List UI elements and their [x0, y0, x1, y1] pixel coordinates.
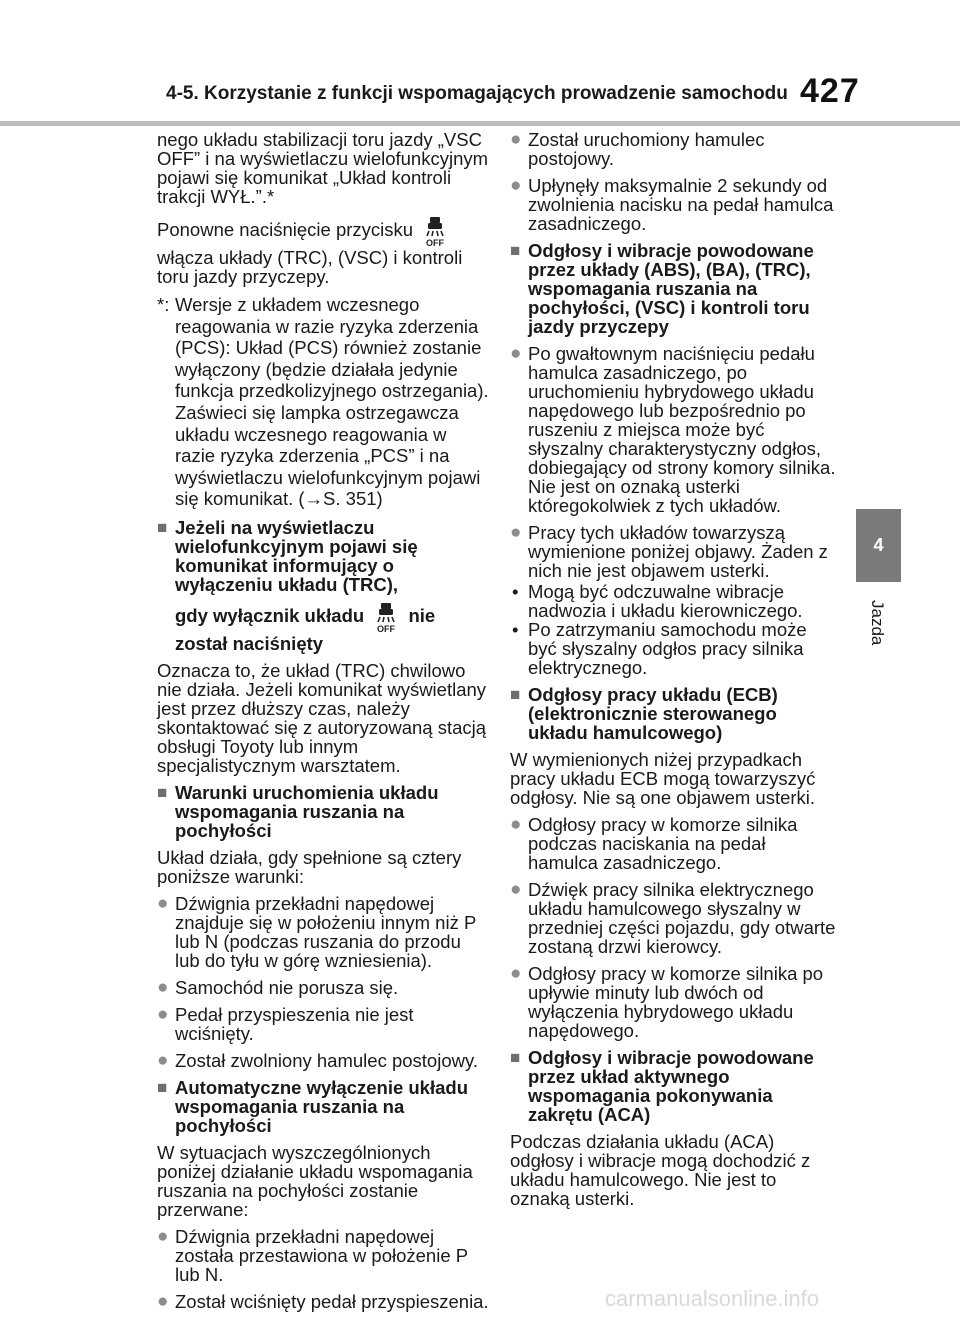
section-heading: ■ Warunki uruchomienia układu wspomagania ruszania na pochyłości — [157, 781, 439, 841]
bullet-marker: ● — [157, 1049, 169, 1071]
bullet-marker: ● — [157, 892, 169, 914]
sub-list-item: • Po zatrzymaniu samochodu może być słyszalny odgłos pracy silnika elektrycznego. — [512, 619, 807, 678]
vsc-off-icon — [373, 600, 399, 634]
list-item: ● Został zwolniony hamulec postojowy. — [157, 1049, 478, 1071]
bullet-marker: ● — [157, 1003, 169, 1025]
bullet-marker: ● — [157, 976, 169, 998]
list-item: ● Samochód nie porusza się. — [157, 976, 399, 998]
list-item: ● Dźwignia przekładni napędowej została przestawiona w położenie P lub N. — [157, 1225, 468, 1285]
list-item: ● Pracy tych układów towarzyszą wymienione poniżej objawy. Żaden z nich nie jest objawem usterki. — [510, 522, 828, 581]
list-item: ● Został wciśnięty pedał przyspieszenia. — [157, 1290, 489, 1312]
square-marker: ■ — [157, 517, 168, 537]
square-marker: ■ — [157, 782, 168, 802]
list-item: ● Został uruchomiony hamulec postojowy. — [510, 129, 765, 169]
section-heading: ■ Odgłosy pracy układu (ECB) (elektronicznie sterowanego układu hamulcowego) — [510, 684, 778, 743]
list-item: ● Pedał przyspieszenia nie jest wciśnięty. — [157, 1003, 414, 1044]
bullet-marker: ● — [157, 1290, 169, 1312]
square-marker: ■ — [510, 685, 521, 704]
square-marker: ■ — [510, 241, 521, 260]
bullet-marker: ● — [510, 963, 522, 984]
list-item: ● Dźwignia przekładni napędowej znajduje się w położeniu innym niż P lub N (podczas ruszania do przodu lub do tyłu w górę wzniesienia). — [157, 892, 476, 971]
page-number: 427 — [800, 72, 860, 110]
list-item: ● Odgłosy pracy w komorze silnika po upływie minuty lub dwóch od wyłączenia hybrydowego układu napędowego. — [510, 963, 824, 1041]
bullet-marker: ● — [510, 175, 522, 196]
svg-text:OFF: OFF — [377, 623, 396, 634]
bullet-marker: ● — [510, 343, 522, 364]
list-item: ● Odgłosy pracy w komorze silnika podczas naciskania na pedał hamulca zasadniczego. — [510, 814, 798, 873]
square-marker: ■ — [157, 1077, 168, 1097]
chapter-label: Jazda — [868, 600, 887, 646]
list-item: ● Upłynęły maksymalnie 2 sekundy od zwolnienia nacisku na pedał hamulca zasadniczego. — [510, 175, 834, 234]
paragraph: Układ działa, gdy spełnione są cztery poniższe warunki: — [157, 846, 462, 887]
bullet-marker: ● — [510, 814, 522, 835]
bullet-marker: ● — [510, 129, 522, 150]
paragraph: nego układu stabilizacji toru jazdy „VSC OFF” i na wyświetlaczu wielofunkcyjnym pojawi się komunikat „Układ kontroli trakcji WYŁ.”.* — [157, 129, 489, 207]
dot-marker: • — [512, 581, 519, 602]
bullet-marker: ● — [157, 1225, 169, 1247]
list-item: ● Dźwięk pracy silnika elektrycznego układu hamulcowego słyszalny w przedniej części pojazdu, gdy otwarte zostaną drzwi kierowcy. — [510, 879, 836, 957]
section-heading: ■ Automatyczne wyłączenie układu wspomagania ruszania na pochyłości — [157, 1076, 469, 1136]
header-rule — [0, 121, 960, 126]
paragraph: Podczas działania układu (ACA) odgłosy i wibracje mogą dochodzić z układu hamulcowego. Nie jest to oznaką usterki. — [510, 1131, 811, 1209]
right-column — [510, 130, 840, 1216]
chapter-tab[interactable]: 4 — [856, 509, 901, 582]
dot-marker: • — [512, 619, 519, 640]
paragraph: Oznacza to, że układ (TRC) chwilowo nie działa. Jeżeli komunikat wyświetlany jest przez dłuższy czas, należy skontaktować się z autoryzowaną stacją obsługi Toyoty lub innym specjalistycznym warsztatem. — [157, 659, 487, 776]
vsc-off-icon — [422, 214, 448, 248]
section-heading: ■ Odgłosy i wibracje powodowane przez układ aktywnego wspomagania pokonywania zakrętu (ACA) — [510, 1047, 814, 1125]
footnote: *: Wersje z układem wczesnego reagowania w razie ryzyka zderzenia (PCS): Układ (PCS) również zostanie wyłączony (będzie działała jedynie funkcja przedkolizyjnego ostrzegania). Zaświeci się lampka ostrzegawcza układu wczesnego reagowania w razie ryzyka zderzenia „PCS” i na wyświetlaczu wielofunkcyjnym pojawi się komunikat. (→S. 351) — [157, 294, 489, 510]
bullet-marker: ● — [510, 522, 522, 543]
list-item: ● Po gwałtownym naciśnięciu pedału hamulca zasadniczego, po uruchomieniu hybrydowego układu napędowego lub bezpośrednio po ruszeniu z miejsca może być słyszalny charakterystyczny odgłos, dobiegający od strony komory silnika. Nie jest on oznaką usterki któregokolwiek z tych układów. — [510, 343, 836, 516]
section-heading: ■ Odgłosy i wibracje powodowane przez układy (ABS), (BA), (TRC), wspomagania ruszania na pochyłości, (VSC) i kontroli toru jazdy przyczepy — [510, 240, 814, 337]
paragraph: Ponowne naciśnięcie przycisku OFF włącza układy (TRC), (VSC) i kontroli toru jazdy przyczepy. — [157, 214, 490, 286]
sub-list-item: • Mogą być odczuwalne wibracje nadwozia i układu kierowniczego. — [512, 581, 803, 621]
left-column — [157, 130, 490, 1319]
svg-text:OFF: OFF — [426, 238, 445, 248]
paragraph: W sytuacjach wyszczególnionych poniżej działanie układu wspomagania ruszania na pochyłości zostanie przerwane: — [157, 1141, 473, 1220]
watermark: carmanualsonline.info — [605, 1286, 820, 1311]
square-marker: ■ — [510, 1048, 521, 1067]
bullet-marker: ● — [510, 879, 522, 900]
section-header-title: 4-5. Korzystanie z funkcji wspomagających prowadzenie samochodu — [166, 83, 788, 104]
section-heading: ■ Jeżeli na wyświetlaczu wielofunkcyjnym pojawi się komunikat informujący o wyłączeniu układu (TRC), gdy wyłącznik układu OFF nie został naciśnięty — [157, 516, 436, 654]
paragraph: W wymienionych niżej przypadkach pracy układu ECB mogą towarzyszyć odgłosy. Nie są one objawem usterki. — [510, 749, 816, 808]
